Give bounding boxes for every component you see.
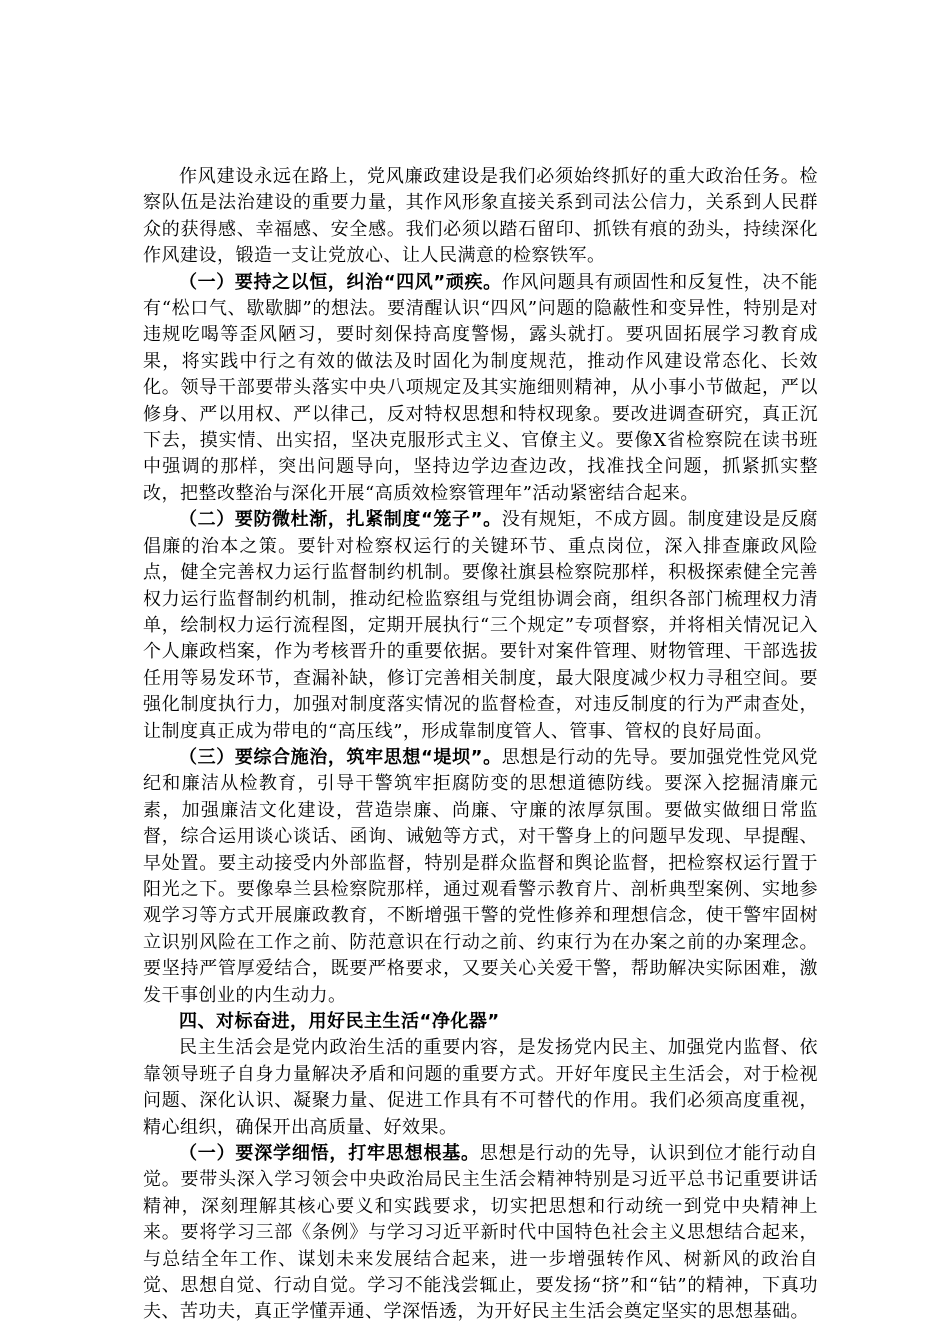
- part-four-section-1-heading: （一）要深学细悟，打牢思想根基。: [179, 1143, 480, 1165]
- part-four-intro: 民主生活会是党内政治生活的重要内容，是发扬党内民主、加强党内监督、依靠领导班子自身力量解决矛盾和问题的重要方式。开好年度民主生活会，对于检视问题、深化认识、凝聚力量、促进工作具有不可替代的作用。我们必须高度重视，精心组织，确保开出高质量、好效果。: [143, 1037, 818, 1138]
- section-1-heading: （一）要持之以恒，纠治“四风”顽疾。: [179, 271, 502, 293]
- part-four-section-1-paragraph: [143, 1141, 818, 1326]
- section-2-body: 没有规矩，不成方圆。制度建设是反腐倡廉的治本之策。要针对检察权运行的关键环节、重点岗位，深入排查廉政风险点，健全完善权力运行监督制约机制。要像社旗县检察院那样，积极探索健全完善权力运行监督制约机制，推动纪检监察组与党组协调会商，组织各部门梳理权力清单，绘制权力运行流程图，定期开展执行“三个规定”专项督察，并将相关情况记入个人廉政档案，作为考核晋升的重要依据。要针对案件管理、财物管理、干部选拔任用等易发环节，查漏补缺，修订完善相关制度，最大限度减少权力寻租空间。要强化制度执行力，加强对制度落实情况的监督检查，对违反制度的行为严肃查处，让制度真正成为带电的“高压线”，形成靠制度管人、管事、管权的良好局面。: [143, 509, 818, 742]
- intro-paragraph: 作风建设永远在路上，党风廉政建设是我们必须始终抓好的重大政治任务。检察队伍是法治建设的重要力量，其作风形象直接关系到司法公信力，关系到人民群众的获得感、幸福感、安全感。我们必须以踏石留印、抓铁有痕的劲头，持续深化作风建设，锻造一支让党放心、让人民满意的检察铁军。: [143, 166, 818, 267]
- section-1-body: 作风问题具有顽固性和反复性，决不能有“松口气、歇歇脚”的想法。要清醒认识“四风”问题的隐蔽性和变异性，特别是对违规吃喝等歪风陋习，要时刻保持高度警惕，露头就打。要巩固拓展学习教育成果，将实践中行之有效的做法及时固化为制度规范，推动作风建设常态化、长效化。领导干部要带头落实中央八项规定及其实施细则精神，从小事小节做起，严以修身、严以用权、严以律己，反对特权思想和特权现象。要改进调查研究，真正沉下去，摸实情、出实招，坚决克服形式主义、官僚主义。要像X省检察院在读书班中强调的那样，突出问题导向，坚持边学边查边改，找准找全问题，抓紧抓实整改，把整改整治与深化开展“高质效检察管理年”活动紧密结合起来。: [143, 271, 818, 504]
- section-2-paragraph: [143, 507, 818, 745]
- section-3-heading: （三）要综合施治，筑牢思想“堤坝”。: [179, 746, 502, 768]
- section-1-paragraph: [143, 270, 818, 508]
- part-four-section-1-body: 思想是行动的先导，认识到位才能行动自觉。要带头深入学习领会中央政治局民主生活会精神特别是习近平总书记重要讲话精神，深刻理解其核心要义和实践要求，切实把思想和行动统一到党中央精神上来。要将学习三部《条例》与学习习近平新时代中国特色社会主义思想结合起来，与总结全年工作、谋划未来发展结合起来，进一步增强转作风、树新风的政治自觉、思想自觉、行动自觉。学习不能浅尝辄止，要发扬“挤”和“钻”的精神，下真功夫、苦功夫，真正学懂弄通、学深悟透，为开好民主生活会奠定坚实的思想基础。: [143, 1143, 819, 1323]
- part-four-heading: 四、对标奋进，用好民主生活“净化器”: [179, 1011, 500, 1032]
- section-2-heading: （二）要防微杜渐，扎紧制度“笼子”。: [179, 509, 502, 531]
- section-3-body: 思想是行动的先导。要加强党性党风党纪和廉洁从检教育，引导干警筑牢拒腐防变的思想道德防线。要深入挖掘清廉元素，加强廉洁文化建设，营造崇廉、尚廉、守廉的浓厚氛围。要做实做细日常监督，综合运用谈心谈话、函询、诫勉等方式，对干警身上的问题早发现、早提醒、早处置。要主动接受内外部监督，特别是群众监督和舆论监督，把检察权运行置于阳光之下。要像皋兰县检察院那样，通过观看警示教育片、剖析典型案例、实地参观学习等方式开展廉政教育，不断增强干警的党性修养和理想信念，使干警牢固树立识别风险在工作之前、防范意识在行动之前、约束行为在办案之前的办案理念。要坚持严管厚爱结合，既要严格要求，又要关心关爱干警，帮助解决实际困难，激发干事创业的内生动力。: [143, 746, 818, 1006]
- document-body: [143, 164, 818, 1326]
- section-3-paragraph: [143, 745, 818, 1009]
